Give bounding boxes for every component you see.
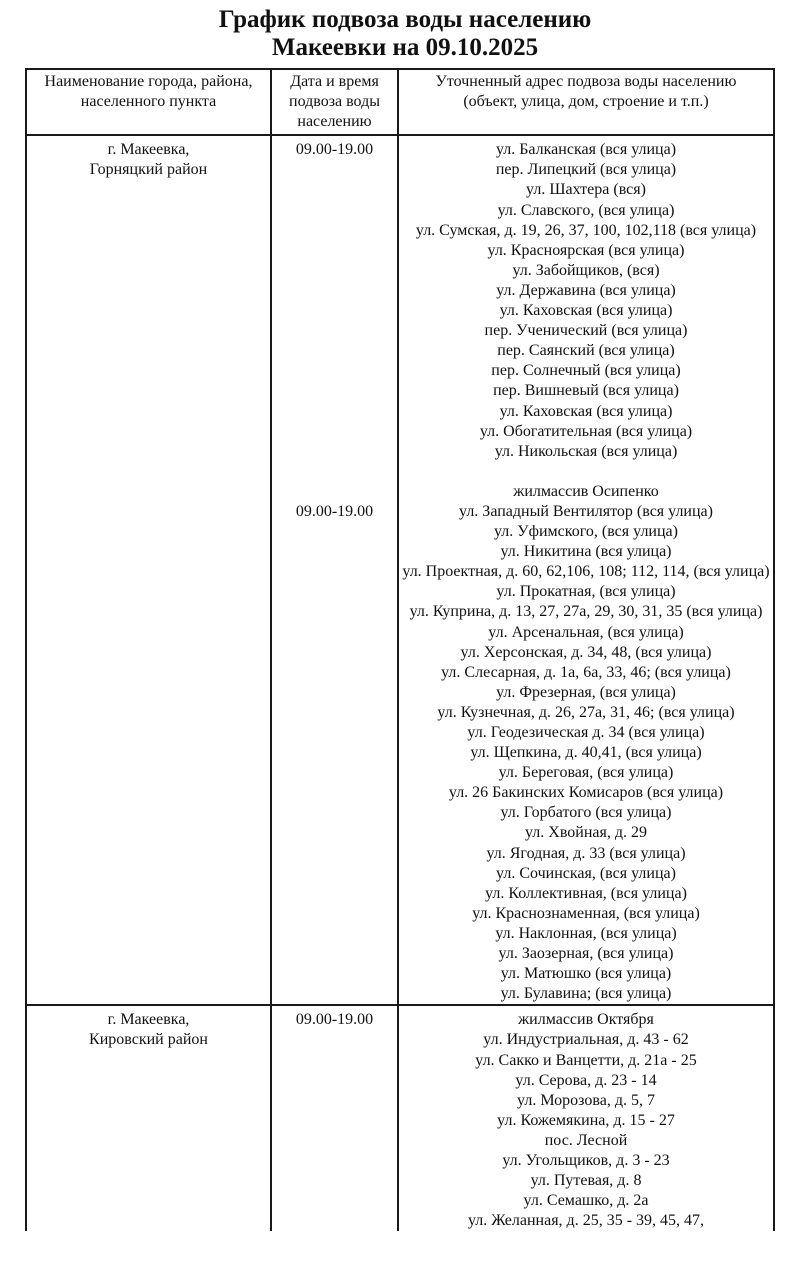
header-text: (объект, улица, дом, строение и т.п.) [463, 93, 709, 111]
address-line: ул. Булавина; (вся улица) [500, 985, 672, 1003]
delivery-time: 09.00-19.00 [295, 502, 374, 520]
table-row [26, 1005, 774, 1231]
header-text: Дата и время [290, 73, 379, 90]
city-district-cell [26, 1005, 271, 1231]
address-line: ул. Кузнечная, д. 26, 27а, 31, 46; (вся улица) [437, 703, 735, 721]
address-line: ул. Краснознаменная, (вся улица) [472, 904, 700, 922]
address-line: ул. Славского, (вся улица) [497, 201, 675, 219]
address-line: ул. Сакко и Ванцетти, д. 21а - 25 [475, 1051, 697, 1069]
address-line: ул. Хвойная, д. 29 [524, 824, 647, 842]
delivery-time: 09.00-19.00 [295, 141, 374, 159]
header-text: населенного пункта [80, 93, 217, 111]
delivery-time-cell [271, 1005, 398, 1231]
address-line: ул. Державина (вся улица) [496, 281, 676, 299]
address-cell [398, 135, 774, 1005]
document-title [0, 6, 810, 62]
address-line: ул. Матюшко (вся улица) [500, 965, 672, 983]
address-line: ул. Береговая, (вся улица) [498, 764, 674, 782]
group-spacer [399, 462, 773, 482]
title-line-2: Макеевки на 09.10.2025 [271, 34, 539, 61]
address-line: ул. Каховская (вся улица) [499, 302, 673, 320]
address-line: ул. Шахтера (вся) [526, 181, 646, 199]
header-time [271, 69, 398, 135]
header-row [26, 69, 774, 135]
address-line: ул. Семашко, д. 2а [523, 1192, 649, 1210]
address-line: ул. Путевая, д. 8 [530, 1172, 642, 1190]
address-line: ул. Куприна, д. 13, 27, 27а, 29, 30, 31, 35 (вся улица) [409, 603, 763, 621]
address-line: жилмассив Осипенко [513, 482, 659, 500]
address-line: ул. Морозова, д. 5, 7 [517, 1091, 655, 1109]
address-line: ул. 26 Бакинских Комисаров (вся улица) [448, 784, 724, 802]
address-line: ул. Сумская, д. 19, 26, 37, 100, 102,118 (вся улица) [415, 221, 757, 239]
address-line: ул. Серова, д. 23 - 14 [515, 1071, 657, 1089]
address-line: пер. Липецкий (вся улица) [495, 161, 677, 179]
address-line: пер. Вишневый (вся улица) [493, 382, 679, 400]
address-line: пер. Саянский (вся улица) [497, 342, 675, 360]
address-cell [398, 1005, 774, 1231]
address-line: ул. Никитина (вся улица) [500, 543, 672, 561]
address-line: ул. Щепкина, д. 40,41, (вся улица) [470, 744, 702, 762]
delivery-time: 09.00-19.00 [295, 1011, 374, 1029]
address-line: пер. Ученический (вся улица) [484, 322, 688, 340]
address-line: ул. Индустриальная, д. 43 - 62 [483, 1031, 689, 1049]
header-text: подвоза воды [289, 93, 380, 111]
water-schedule-table [25, 68, 775, 1231]
address-line: ул. Заозерная, (вся улица) [498, 945, 674, 963]
address-line: ул. Угольщиков, д. 3 - 23 [502, 1151, 670, 1169]
header-text: населению [297, 113, 372, 131]
city-district-cell [26, 135, 271, 1005]
address-line: ул. Арсенальная, (вся улица) [488, 623, 684, 641]
address-line: пос. Лесной [544, 1131, 628, 1149]
header-address [398, 69, 774, 135]
address-line: ул. Херсонская, д. 34, 48, (вся улица) [460, 643, 712, 661]
address-line: ул. Геодезическая д. 34 (вся улица) [467, 724, 705, 741]
address-line: ул. Сочинская, (вся улица) [496, 864, 676, 882]
address-line: ул. Прокатная, (вся улица) [496, 583, 676, 601]
address-line: пер. Солнечный (вся улица) [491, 362, 681, 380]
address-line: ул. Ягодная, д. 33 (вся улица) [486, 844, 686, 862]
address-line: ул. Никольская (вся улица) [494, 442, 678, 460]
address-line: ул. Горбатого (вся улица) [500, 804, 672, 822]
address-line: ул. Обогатительная (вся улица) [479, 422, 693, 440]
delivery-time-cell [271, 135, 398, 1005]
address-line: жилмассив Октября [518, 1011, 654, 1029]
address-line: ул. Наклонная, (вся улица) [495, 924, 677, 942]
table-row [26, 135, 774, 1005]
address-line: ул. Коллективная, (вся улица) [485, 884, 687, 902]
address-line: ул. Кожемякина, д. 15 - 27 [497, 1111, 675, 1129]
address-line: ул. Балканская (вся улица) [495, 141, 677, 159]
address-line: ул. Каховская (вся улица) [499, 402, 673, 420]
address-line: ул. Проектная, д. 60, 62,106, 108; 112, 114, (вся улица) [402, 563, 770, 581]
address-line: ул. Западный Вентилятор (вся улица) [459, 502, 713, 520]
header-city [26, 69, 271, 135]
address-line: ул. Уфимского, (вся улица) [494, 523, 678, 541]
city-district-text: г. Макеевка, [107, 141, 190, 159]
city-district-text: Кировский район [89, 1031, 208, 1049]
city-district-text: г. Макеевка, [107, 1011, 190, 1029]
header-text: Уточненный адрес подвоза воды населению [435, 73, 737, 90]
city-district-text: Горняцкий район [89, 161, 208, 179]
address-line: ул. Слесарная, д. 1а, 6а, 33, 46; (вся улица) [441, 663, 731, 681]
address-line: ул. Красноярская (вся улица) [487, 241, 685, 259]
address-line: ул. Забойщиков, (вся) [512, 261, 660, 279]
title-line-1: График подвоза воды населению [218, 6, 592, 33]
header-text: Наименование города, района, [44, 73, 253, 90]
address-line: ул. Фрезерная, (вся улица) [496, 683, 676, 701]
address-line: ул. Желанная, д. 25, 35 - 39, 45, 47, [467, 1212, 705, 1230]
